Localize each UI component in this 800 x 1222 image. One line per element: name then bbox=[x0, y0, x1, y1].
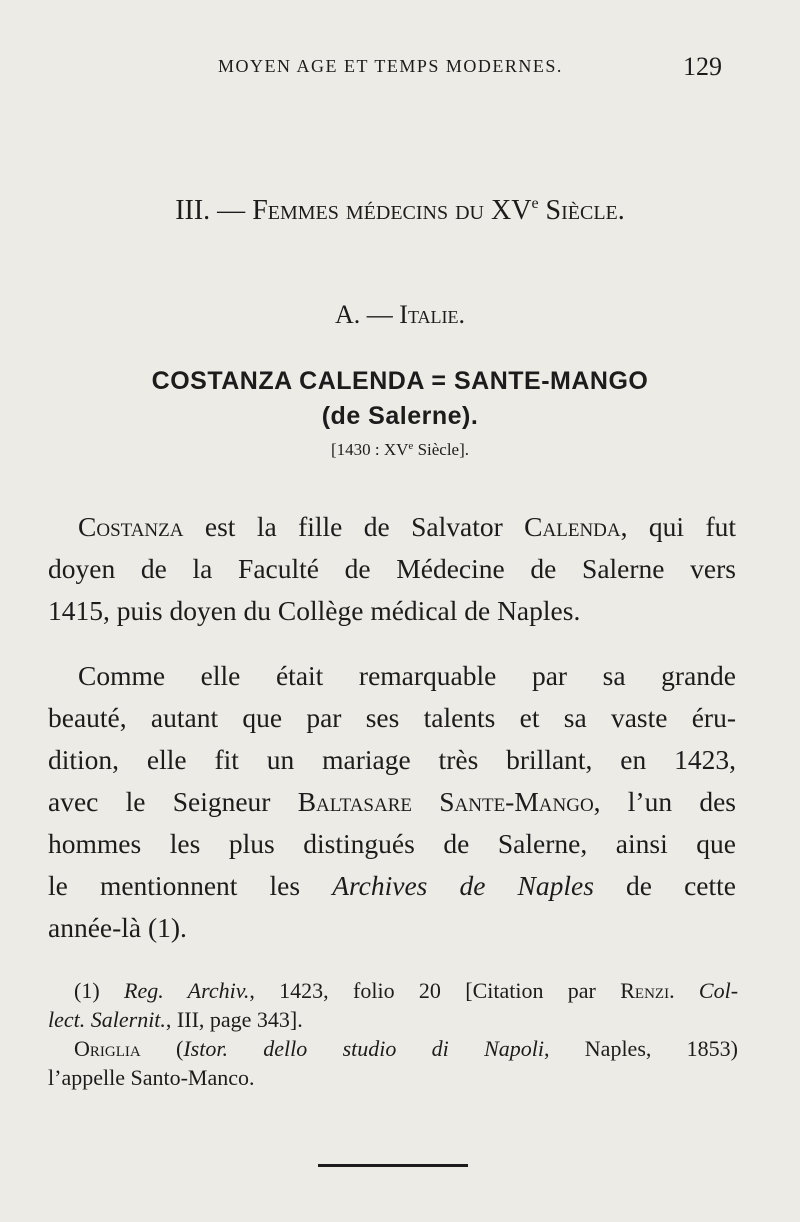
text-line: doyen de la Faculté de Médecine de Salerne vers bbox=[48, 553, 736, 584]
text-span: , III, page 343]. bbox=[165, 1007, 303, 1032]
small-caps-name: Baltasare Sante-Mango bbox=[297, 786, 594, 817]
text-span: . bbox=[669, 978, 699, 1003]
section-title-superscript: e bbox=[531, 195, 539, 212]
section-title-part: Femmes médecins du XV bbox=[252, 195, 532, 226]
footnote-line: l’appelle Santo-Manco. bbox=[48, 1065, 255, 1090]
entry-date-superscript: e bbox=[408, 440, 414, 452]
text-span: , l’un des bbox=[593, 786, 736, 817]
text-span: est la fille de Salvator bbox=[183, 511, 525, 542]
text-line bbox=[48, 865, 736, 907]
text-line bbox=[48, 781, 736, 823]
paragraph bbox=[48, 655, 736, 949]
entry-date bbox=[0, 440, 800, 460]
text-line: dition, elle fit un mariage très brillant, en 1423, bbox=[48, 744, 736, 775]
small-caps-name: Calenda bbox=[524, 511, 621, 542]
text-span: , qui fut bbox=[620, 511, 736, 542]
text-span: de cette bbox=[593, 870, 736, 901]
text-span: , 1423, folio 20 [Citation par bbox=[249, 978, 621, 1003]
entry-name-line: COSTANZA CALENDA = SANTE-MANGO bbox=[151, 367, 649, 395]
footnote-line bbox=[48, 1034, 738, 1063]
section-heading bbox=[0, 195, 800, 227]
text-span: le mentionnent les bbox=[48, 870, 333, 901]
text-line: 1415, puis doyen du Collège médical de Naples. bbox=[48, 595, 581, 626]
entry-date-part: Siècle]. bbox=[413, 440, 470, 459]
text-line: Comme elle était remarquable par sa grande bbox=[78, 660, 736, 691]
small-caps-name: Costanza bbox=[78, 511, 184, 542]
text-span: (1) bbox=[74, 978, 124, 1003]
footnote-line bbox=[48, 976, 738, 1005]
text-span: , Naples, 1853) bbox=[543, 1036, 739, 1061]
text-line: hommes les plus distingués de Salerne, ainsi que bbox=[48, 828, 736, 859]
page-number: 129 bbox=[683, 52, 722, 81]
running-head bbox=[0, 52, 800, 82]
text-line: année-là (1). bbox=[48, 912, 187, 943]
section-number: III. — bbox=[175, 195, 246, 226]
text-span: avec le Seigneur bbox=[48, 786, 298, 817]
small-caps-name: Renzi bbox=[620, 978, 670, 1003]
footnotes bbox=[48, 976, 738, 1092]
italic-title: Col- bbox=[698, 978, 739, 1003]
section-title-part: Siècle. bbox=[538, 195, 625, 226]
small-caps-name: Origlia bbox=[74, 1036, 141, 1061]
footnote-line bbox=[48, 1005, 738, 1034]
entry-name-line: (de Salerne). bbox=[321, 402, 479, 430]
subsection-title: Italie. bbox=[399, 300, 465, 329]
entry-name bbox=[0, 364, 800, 434]
italic-title: Archives de Naples bbox=[332, 870, 594, 901]
text-line bbox=[48, 506, 736, 548]
entry-date-part: [1430 : XV bbox=[330, 440, 409, 459]
italic-title: Reg. Archiv. bbox=[124, 978, 250, 1003]
subsection-heading bbox=[0, 300, 800, 330]
text-line: beauté, autant que par ses talents et sa vaste éru- bbox=[48, 702, 736, 733]
subsection-letter: A. — bbox=[335, 300, 393, 329]
running-title: MOYEN AGE ET TEMPS MODERNES. bbox=[218, 56, 563, 76]
paragraph bbox=[48, 506, 736, 632]
italic-title: Istor. dello studio di Napoli bbox=[183, 1036, 544, 1061]
italic-title: lect. Salernit. bbox=[48, 1007, 166, 1032]
end-rule bbox=[318, 1164, 468, 1167]
text-span: ( bbox=[140, 1036, 184, 1061]
